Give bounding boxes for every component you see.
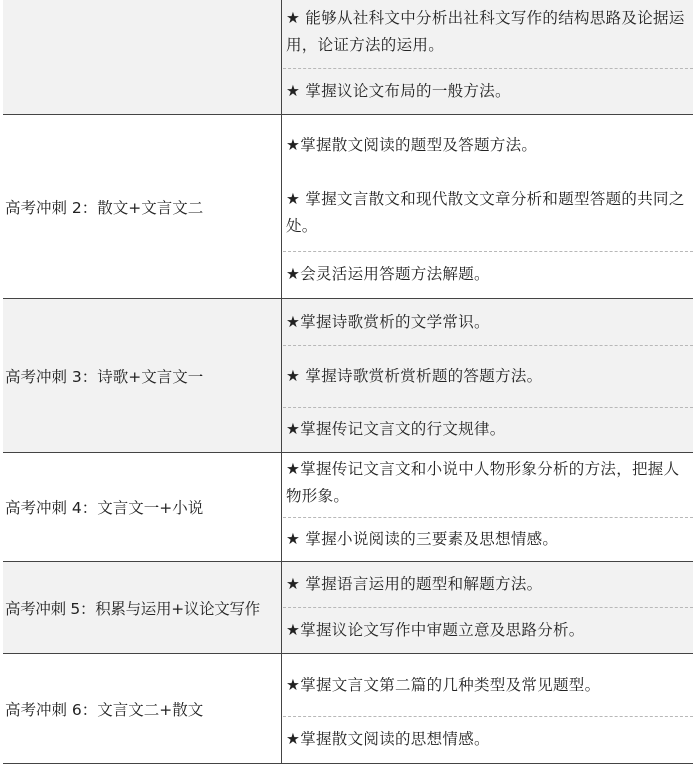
row-label: 高考冲刺 2：散文+文言文二	[3, 115, 282, 298]
list-item: ★掌握散文阅读的思想情感。	[283, 716, 693, 762]
list-item: ★ 掌握诗歌赏析赏析题的答题方法。	[283, 345, 693, 407]
row-label: 高考冲刺 4：文言文一+小说	[3, 453, 282, 561]
table-row	[3, 299, 693, 453]
list-item: ★ 掌握语言运用的题型和解题方法。	[286, 574, 543, 593]
row-label: 高考冲刺 6：文言文二+散文	[3, 654, 282, 763]
list-item: ★掌握诗歌赏析的文学常识。	[286, 312, 490, 331]
list-item: ★ 能够从社科文中分析出社科文写作的结构思路及论据运用，论证方法的运用。	[286, 9, 685, 54]
row-items	[283, 0, 693, 114]
table-row	[3, 562, 693, 654]
list-item: ★掌握散文阅读的题型及答题方法。	[286, 135, 538, 154]
list-item: ★掌握传记文言文和小说中人物形象分析的方法，把握人物形象。	[286, 460, 680, 505]
row-items	[283, 299, 693, 452]
row-label: 高考冲刺 3：诗歌+文言文一	[3, 299, 282, 452]
row-items	[283, 453, 693, 561]
table-row	[3, 654, 693, 764]
list-item: ★掌握传记文言文的行文规律。	[283, 407, 693, 451]
table-row	[3, 453, 693, 562]
list-item: ★ 掌握议论文布局的一般方法。	[283, 68, 693, 113]
row-items	[283, 562, 693, 653]
list-item: ★掌握文言文第二篇的几种类型及常见题型。	[286, 675, 601, 694]
row-items	[283, 654, 693, 763]
table-row	[3, 115, 693, 299]
table-row	[3, 0, 693, 115]
row-label	[3, 0, 282, 114]
row-items	[283, 115, 693, 298]
row-label: 高考冲刺 5：积累与运用+议论文写作	[3, 562, 282, 653]
list-item: ★会灵活运用答题方法解题。	[283, 251, 693, 297]
list-item: ★ 掌握小说阅读的三要素及思想情感。	[283, 517, 693, 560]
list-item: ★ 掌握文言散文和现代散文文章分析和题型答题的共同之处。	[286, 190, 685, 235]
list-item: ★掌握议论文写作中审题立意及思路分析。	[283, 607, 693, 652]
